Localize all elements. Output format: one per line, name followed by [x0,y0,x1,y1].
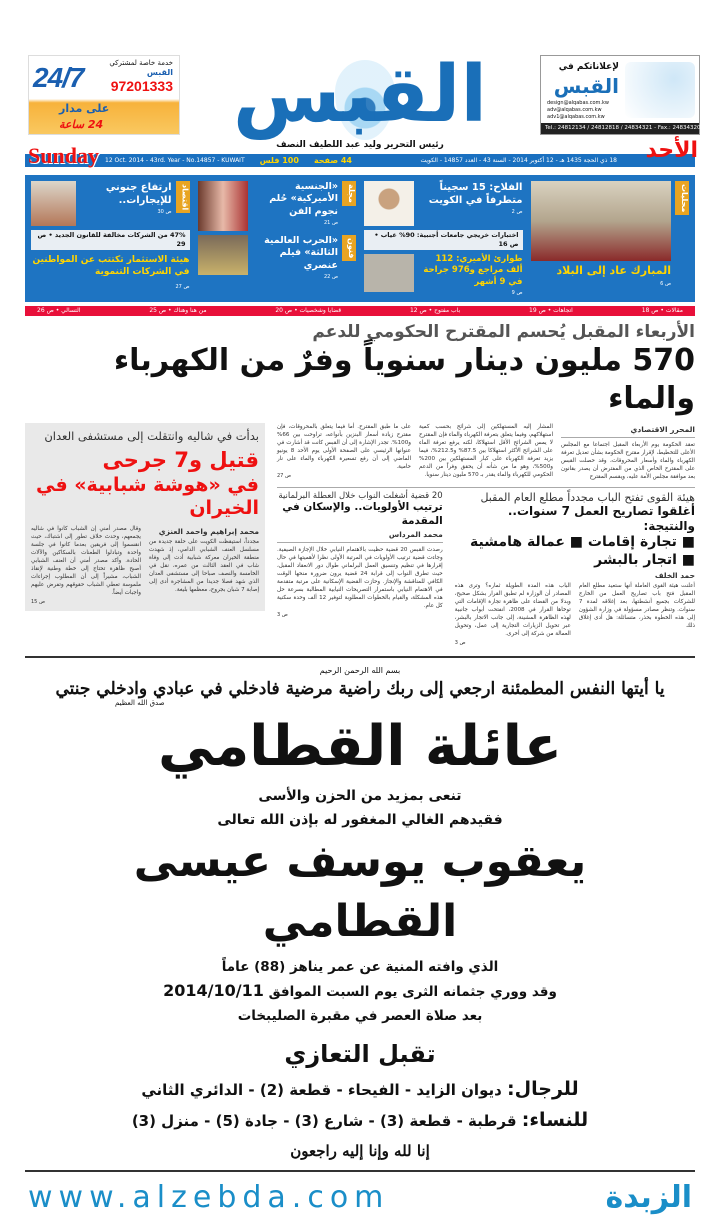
teaser-row [198,235,357,280]
burial-date: 2014/10/11 [163,980,264,1000]
photo-official [364,181,414,226]
zebda-logo: الزبدة [605,1179,692,1215]
page-ref: ص 27 [277,473,292,480]
section-link[interactable]: اتجاهات • ص 19 [529,307,573,315]
article-body: وقال مصدر أمني إن الشباب كانوا في شاليه يجمعهم، وحدث خلاف تطور إلى اشتباك، حيث انقسموا إلى فريقين بعدما كانوا في جلسة واحدة وتبادلوا الطعنات بالسكاكين والآلات الحادة. وأكد مصدر أمني أن العنف الشبابي أصبح ظاهرة تحتاج إلى خطة وطنية لإنقاذ الشباب، مشيراً إلى أن المطلوب إجراءات ملموسة تعطي الشباب حقوقهم وتفرض عليهم واجبات أيضاً. [31,526,141,597]
obit-line: فقيدهم الغالي المغفور له بإذن الله تعالى [217,812,503,829]
photo-film [198,235,248,275]
teaser-headline[interactable]: «الحرب العالمية الثالثة» فيلم عنصري [264,235,338,271]
date-ar: 18 ذي الحجة 1435 هـ - 12 أكتوبر 2014 - السنة 43 - العدد 14857 - الكويت [420,157,617,164]
teaser-row [531,181,690,287]
ad-text-column [95,59,173,94]
story-kicker: هيئة القوى تفتح الباب مجدداً مطلع العام المقبل [480,491,695,505]
verse-end: صدق الله العظيم [115,699,165,708]
women-condolences [35,1105,685,1136]
story-column [149,525,259,605]
divider [277,542,443,543]
basmala: بسم الله الرحمن الرحيم [319,666,401,676]
teasers-box [25,175,695,302]
teaser-bar[interactable]: 47% من الشركات مخالفة للقانون الجديد • ص 29 [31,230,190,250]
website-link[interactable]: www.alzebda.com [28,1179,390,1215]
page-ref: ص 21 [323,220,338,227]
story-columns [455,582,695,638]
teaser-economy [31,181,190,296]
page-ref: ص 3 [454,640,466,647]
ad-email: adv@alqabas.com.kw [547,107,602,113]
page-content [25,175,695,1221]
crime-story [25,423,265,611]
lead-and-stories [277,423,695,646]
lead-column [277,423,411,481]
teaser-bar-text: 47% من الشركات مخالفة للقانون الجديد [54,231,186,239]
page-ref: ص 6 [660,280,671,287]
story-column [31,525,141,605]
ad-contact: Tel.: 24812134 / 24812818 / 24834321 - Fax.: 24834320 [541,123,699,134]
page-ref: ص 30 [157,209,172,215]
age-line: الذي وافته المنية عن عمر يناهز (88) عاماً [221,958,499,975]
teaser-content [252,181,339,226]
section-link[interactable]: مقالات • ص 18 [641,307,683,315]
teaser-content [418,181,523,215]
condolences-title: تقبل التعازي [284,1039,436,1068]
page-ref: ص 29 [37,231,186,248]
teaser-headline[interactable]: ارتفاع جنوني للإيجارات.. [105,182,172,206]
ad-emails [547,100,609,121]
obituary-notice [25,656,695,1172]
deceased-name: يعقوب يوسف عيسى القطامي [133,836,587,947]
newspaper-logo[interactable]: القبس [232,50,488,140]
ad-brand: القبس [146,68,173,77]
lead-story [277,423,695,481]
footer [25,1180,695,1221]
story-headline[interactable]: في «هوشة شبابية» في الخيران [36,473,259,520]
page-ref: ص 2 [511,209,523,215]
section-link[interactable]: باب مفتوح • ص 12 [409,307,461,315]
day-en: Sunday [28,143,99,168]
newspaper-image [625,62,695,118]
teaser-row [31,181,190,226]
byline: المحرر الاقتصادي [630,425,695,435]
ad-title: لإعلاناتكم في [558,62,619,72]
lead-headline[interactable]: 570 مليون دينار سنوياً وفرٌ من الكهرباء والماء [113,343,695,416]
story-subhead[interactable]: ■ تجارة إقامات ■ عمالة هامشية ■ اتجار بالبشر [469,534,695,568]
prayer-line: بعد صلاة العصر في مقبرة الصليبخات [237,1007,483,1024]
photo-emir-arrival [531,181,672,261]
section-link[interactable]: من هنا وهناك • ص 25 [149,307,207,315]
teaser-local [531,181,690,296]
page-ref: ص 9 [511,290,523,297]
family-name: عائلة القطامي [157,714,563,780]
page-ref: ص 27 [175,284,190,291]
photo-celebrities [198,181,248,231]
section-link[interactable]: التسالي • ص 26 [37,307,81,315]
lead-column [561,423,695,481]
ad-24-7: 24/7 [33,62,84,93]
women-label: للنساء: [521,1108,589,1131]
divider [561,437,695,438]
article-body: تعقد الحكومة يوم الأربعاء المقبل اجتماعا مع المجلس الأعلى للتخطيط، لإقرار مقترح الحكومة بشأن تعديل تعرفة الكهرباء والماء وأسعار المحروقات، وقد حصلت القبس على المقترح الخاص الذي من المفترض أن يصدر بقانون بعد موافقة مجلس الأمة عليه، ويقسم المقترح [561,442,695,481]
teaser-headline[interactable]: الفلاح: 15 سجيناً متطرفاً في الكويت [428,182,523,206]
teaser-headline[interactable]: طوارئ الأميري: 112 ألف مراجع و976 جراحة في 9 أشهر [423,254,523,287]
day-ar: الأحد [645,138,698,163]
story-headline[interactable]: ترتيب الأولويات.. والإسكان في المقدمة [282,501,443,527]
story-kicker: 20 قضية أشغلت النواب خلال العطلة البرلمانية [278,491,443,502]
teaser-row [198,181,357,231]
ad-email: design@alqabas.com.kw [547,100,609,106]
section-label-economy: اقتصاد [176,181,190,213]
date-bar [25,154,695,167]
teaser-headline[interactable]: هيئة الاستثمار تكتتب عن المواطنين في الشركات التنموية [32,255,190,278]
photo-hospital [364,254,414,292]
article-body: رصدت القبس 20 قضية حظيت بالاهتمام النيابي خلال الإجازة الصيفية. وجاءت قضية ترتيب الأولويات في المرتبة الأولى نظرا لأهميتها في حال إقرارها في تنظيم وتنسيق العمل البرلماني طوال دور الانعقاد المقبل، حيث تطرق النواب إلى قرابة 24 قضية يرون ضرورة منحها الوقت الكافي للمناقشة والإنجاز. وحازت القضية الإسكانية على مرتبة متقدمة في الاهتمام النيابي باستمرار التصريحات النيابية المطالبة بسرعة حل هذه المشكلة، والقيام بالخطوات المطلوبة لتوفير 12 ألف وحدة سكنية كل عام. [277,546,443,609]
teaser-content [80,181,172,215]
ad-title: خدمة خاصة لمشتركي [109,59,173,67]
lead-column [419,423,553,481]
teaser-bar-text: اختبارات خريجي جامعات أجنبية: 90% غياب [380,231,519,239]
lead-kicker: الأربعاء المقبل يُحسم المقترح الحكومي للدعم [312,322,695,343]
photo-buildings [31,181,76,226]
women-location: قرطبة - قطعة (3) - شارع (3) - جادة (5) - منزل (3) [131,1111,517,1130]
article-body: أعلنت هيئة القوى العاملة أنها ستعيد مطلع العام المقبل فتح باب تصاريح العمل من الخارج للشركات بجميع أنشطتها، بعد إغلاقه لمدة 7 سنوات. وتنظر مصادر مسؤولة في وزارة الشؤون إلى هذه الخطوة بحذر، متسائلة: هل أدى إغلاق ذلك [578,583,695,630]
teaser-content [252,235,339,280]
editor-in-chief: رئيس التحرير وليد عبد اللطيف النصف [276,140,444,150]
price: 100 فلس [259,156,299,165]
article-body: الباب هذه المدة الطويلة ثماره؟ وترى هذه المصادر أن الوزارة لم تطبق القرار بشكل صحيح، وبدلا من القضاء على ظاهرة تجارة الإقامات التي توخاها القرار في 2008، انفتحت أبواب جانبية لهذه الظاهرة المشينة، إلى جانب الاتجار بالبشر، عبر تحويل الزيارات التجارية إلى عمل، وتحويل العمالة من شركة إلى أخرى. [454,583,571,638]
byline: محمد إبراهيم واحمد العنزي [158,527,259,537]
men-label: للرجال: [507,1077,579,1100]
teaser-local-2 [364,181,523,296]
teaser-content [418,254,523,296]
article-body: على ما طبق المقترح. أما فيما يتعلق بالمحروقات، فإن مقترح زيادة أسعار البنزين بأنواعه، تراوحت بين 66% و100%. تجدر الإشارة إلى أن القبس كانت قد أشارت في عنوانها الرئيسي على الصفحة الأولى يوم الأحد 8 يونيو الماضي إلى أن رفع تسعيرة الكهرباء والماء على نار حامية. [277,424,412,471]
story-kicker: بدأت في شاليه وانتقلت إلى مستشفى العدان [44,429,259,444]
teaser-row [364,181,523,226]
advertise-ad[interactable] [540,55,700,135]
article-body: مجدداً، استيقظت الكويت على حلقة جديدة من مسلسل العنف الشبابي الدامي، إذ شهدت منطقة الخيران معركة شبابية أدت إلى وفاة شاب في العقد الثالث من عمره، نقل في الخامسة والنصف صباحا إلى مستشفى العدان الذي شهد فصلا جديدا من المشاجرة أدى إلى إصابة 7 شبان بجروح، معظمها بليغة. [149,539,259,594]
subscriber-service-ad[interactable] [28,55,180,135]
story-columns [31,525,259,605]
parliament-story [277,491,443,646]
date-en: 12 Oct. 2014 - 43rd. Year - No.14857 - KUWAIT [105,157,245,164]
teaser-magazine-arts [198,181,357,296]
teaser-bar[interactable]: اختبارات خريجي جامعات أجنبية: 90% غياب • ص 16 [364,230,523,250]
sections-bar [25,306,695,316]
teaser-row [364,254,523,296]
closing-verse: إنا لله وإنا إليه راجعون [290,1141,430,1160]
ad-brand: القبس [553,74,619,98]
burial-line [35,979,685,1004]
teaser-content [531,181,672,287]
teaser-headline[interactable]: «الجنسية الأميركية» حُلم نجوم الفن [269,181,338,217]
ad-line1: على مدار [59,102,110,115]
byline: محمد المرداس [388,529,443,539]
section-label-local: محليات [675,181,689,215]
masthead [0,0,720,172]
page-ref: ص 22 [323,274,338,281]
burial-text: وقد ووري جثمانه الثرى يوم السبت الموافق [268,983,557,1000]
page-ref: ص 16 [498,240,519,248]
byline: حمد الخلف [654,571,695,581]
obit-line: تنعى بمزيد من الحزن والأسى [258,788,462,805]
section-label-arts: فنون [342,235,356,261]
teaser-headline[interactable]: المبارك عاد إلى البلاد [556,264,671,277]
labor-story [455,491,695,646]
story-headline[interactable]: أغلقوا تصاريح العمل 7 سنوات.. والنتيجة: [507,504,695,534]
section-label-magazine: مجلة [342,181,356,206]
lower-stories [277,487,695,646]
ad-line2: 24 ساعة [59,118,104,131]
men-location: ديوان الزايد - الفيحاء - قطعة (2) - الدائري الثاني [141,1080,502,1099]
quran-verse: يا أيتها النفس المطمئنة ارجعي إلى ربك راضية مرضية فادخلي في عبادي وادخلي جنتي [55,679,665,700]
articles-area [25,423,695,646]
ad-email: adv1@alqabas.com.kw [547,114,605,120]
page-ref: ص 15 [31,599,46,606]
ad-phone: 97201333 [110,78,173,94]
section-link[interactable]: قضايا وشخصيات • ص 20 [275,307,342,315]
men-condolences [35,1074,685,1105]
page-count: 44 صفحة [313,156,352,165]
article-body: المشار إليه المستهلكين إلى شرائح بحسب كمية استهلاكهم، وفيما يتعلق بتعرفة الكهرباء والماء فإن المقترح لا يمس الشرائح الأقل استهلاكا، لكنه يرفع تعرفة الماء على الشرائح الأكثر استهلاكا بين 87.5% و212.5%، فيما يزيد تعرفة الكهرباء على كبار المستهلكين بين 200% و500%، وهو ما من شأنه أن يحقق وفراً من الدعم الحكومي للكهرباء والماء يقدر بـ 570 مليون دينار سنويا. [419,424,554,479]
story-headline[interactable]: قتيل و7 جرحى [102,448,259,473]
page-ref: ص 3 [277,611,288,618]
